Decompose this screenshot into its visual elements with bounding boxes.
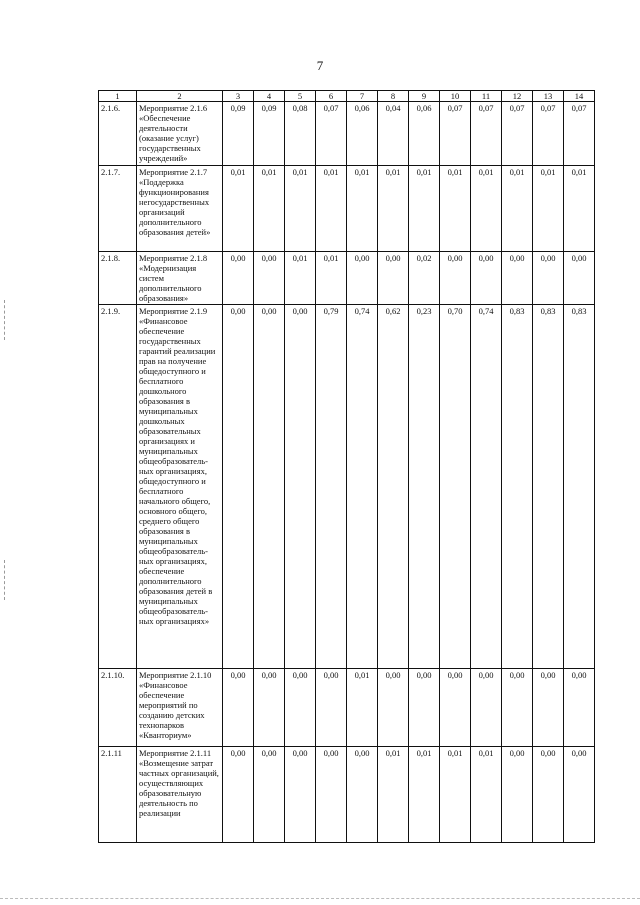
column-header: 9	[409, 91, 440, 102]
row-value-cell: 0,01	[471, 166, 502, 252]
row-value-cell: 0,01	[533, 166, 564, 252]
column-header: 12	[502, 91, 533, 102]
row-value-cell: 0,23	[409, 305, 440, 669]
row-value-cell: 0,01	[347, 166, 378, 252]
row-value-cell: 0,07	[471, 102, 502, 166]
row-value-cell: 0,74	[471, 305, 502, 669]
table-header-row	[99, 91, 595, 102]
row-value-cell: 0,07	[502, 102, 533, 166]
row-value-cell: 0,62	[378, 305, 409, 669]
row-value-cell: 0,01	[378, 166, 409, 252]
row-value-cell: 0,01	[316, 252, 347, 305]
indicator-table	[98, 90, 595, 843]
column-header: 2	[137, 91, 223, 102]
column-header: 8	[378, 91, 409, 102]
row-value-cell: 0,00	[285, 305, 316, 669]
row-value-cell: 0,08	[285, 102, 316, 166]
row-value-cell: 0,01	[347, 669, 378, 747]
row-value-cell: 0,00	[378, 252, 409, 305]
column-header: 5	[285, 91, 316, 102]
table-row	[99, 305, 595, 669]
row-value-cell: 0,00	[564, 252, 595, 305]
row-value-cell: 0,07	[316, 102, 347, 166]
row-value-cell: 0,00	[440, 669, 471, 747]
row-value-cell: 0,01	[440, 747, 471, 843]
row-value-cell: 0,00	[254, 252, 285, 305]
row-value-cell: 0,06	[347, 102, 378, 166]
row-value-cell: 0,00	[502, 747, 533, 843]
scan-edge-mark	[4, 560, 9, 600]
row-value-cell: 0,00	[378, 669, 409, 747]
row-value-cell: 0,83	[564, 305, 595, 669]
row-value-cell: 0,70	[440, 305, 471, 669]
row-value-cell: 0,00	[223, 669, 254, 747]
row-code: 2.1.6.	[99, 102, 137, 166]
table-row	[99, 669, 595, 747]
row-value-cell: 0,09	[223, 102, 254, 166]
row-value-cell: 0,00	[223, 747, 254, 843]
table-row	[99, 252, 595, 305]
scan-edge-mark	[4, 300, 9, 340]
row-value-cell: 0,00	[285, 669, 316, 747]
row-value-cell: 0,00	[347, 252, 378, 305]
column-header: 7	[347, 91, 378, 102]
column-header: 4	[254, 91, 285, 102]
row-value-cell: 0,00	[223, 252, 254, 305]
row-value-cell: 0,00	[223, 305, 254, 669]
table-row	[99, 102, 595, 166]
row-value-cell: 0,83	[533, 305, 564, 669]
row-value-cell: 0,01	[223, 166, 254, 252]
row-value-cell: 0,04	[378, 102, 409, 166]
column-header: 13	[533, 91, 564, 102]
row-activity-name: Мероприятие 2.1.11 «Возмещение затрат частных организаций, осуществляющих образовательную деятельность по реализации	[137, 747, 223, 843]
row-value-cell: 0,00	[502, 252, 533, 305]
row-code: 2.1.9.	[99, 305, 137, 669]
row-activity-name: Мероприятие 2.1.10 «Финансовое обеспечение мероприятий по созданию детских технопарков «Кванториум»	[137, 669, 223, 747]
row-activity-name: Мероприятие 2.1.8 «Модернизация систем дополнительного образования»	[137, 252, 223, 305]
row-value-cell: 0,00	[316, 747, 347, 843]
row-code: 2.1.7.	[99, 166, 137, 252]
row-value-cell: 0,00	[347, 747, 378, 843]
row-value-cell: 0,01	[378, 747, 409, 843]
row-value-cell: 0,74	[347, 305, 378, 669]
row-value-cell: 0,00	[440, 252, 471, 305]
row-value-cell: 0,00	[533, 669, 564, 747]
row-value-cell: 0,01	[285, 166, 316, 252]
row-value-cell: 0,01	[409, 166, 440, 252]
row-value-cell: 0,00	[316, 669, 347, 747]
row-value-cell: 0,09	[254, 102, 285, 166]
row-value-cell: 0,01	[409, 747, 440, 843]
row-activity-name: Мероприятие 2.1.6 «Обеспечение деятельности (оказание услуг) государственных учреждений»	[137, 102, 223, 166]
row-value-cell: 0,00	[409, 669, 440, 747]
column-header: 11	[471, 91, 502, 102]
row-value-cell: 0,00	[564, 747, 595, 843]
row-code: 2.1.8.	[99, 252, 137, 305]
row-value-cell: 0,00	[285, 747, 316, 843]
row-value-cell: 0,01	[440, 166, 471, 252]
column-header: 6	[316, 91, 347, 102]
column-header: 3	[223, 91, 254, 102]
row-value-cell: 0,07	[533, 102, 564, 166]
row-value-cell: 0,00	[471, 252, 502, 305]
row-value-cell: 0,00	[533, 252, 564, 305]
row-value-cell: 0,83	[502, 305, 533, 669]
row-value-cell: 0,00	[471, 669, 502, 747]
row-activity-name: Мероприятие 2.1.9 «Финансовое обеспечение государственных гарантий реализации прав на получение общедоступного и бесплатного дошкольного образования в муниципальных дошкольных образовательных организациях и муниципальных общеобразователь-ных организациях, общедоступного и бесплатного начального общего, основного общего, среднего общего образования в муниципальных общеобразователь-ных организациях, обеспечение дополнительного образования детей в муниципальных общеобразователь-ных организациях»	[137, 305, 223, 669]
row-activity-name: Мероприятие 2.1.7 «Поддержка функционирования негосударственных организаций дополнительного образования детей»	[137, 166, 223, 252]
row-value-cell: 0,00	[254, 669, 285, 747]
row-value-cell: 0,01	[502, 166, 533, 252]
row-code: 2.1.11	[99, 747, 137, 843]
table-row	[99, 747, 595, 843]
row-value-cell: 0,07	[440, 102, 471, 166]
scan-bottom-line	[0, 898, 640, 899]
row-value-cell: 0,00	[502, 669, 533, 747]
row-value-cell: 0,00	[564, 669, 595, 747]
table-row	[99, 166, 595, 252]
row-value-cell: 0,00	[254, 747, 285, 843]
column-header: 10	[440, 91, 471, 102]
row-code: 2.1.10.	[99, 669, 137, 747]
row-value-cell: 0,06	[409, 102, 440, 166]
row-value-cell: 0,79	[316, 305, 347, 669]
row-value-cell: 0,01	[564, 166, 595, 252]
row-value-cell: 0,07	[564, 102, 595, 166]
row-value-cell: 0,02	[409, 252, 440, 305]
row-value-cell: 0,01	[285, 252, 316, 305]
row-value-cell: 0,00	[254, 305, 285, 669]
row-value-cell: 0,01	[254, 166, 285, 252]
column-header: 1	[99, 91, 137, 102]
column-header: 14	[564, 91, 595, 102]
page-number: 7	[316, 58, 324, 73]
row-value-cell: 0,01	[316, 166, 347, 252]
table-body	[99, 102, 595, 843]
row-value-cell: 0,00	[533, 747, 564, 843]
row-value-cell: 0,01	[471, 747, 502, 843]
